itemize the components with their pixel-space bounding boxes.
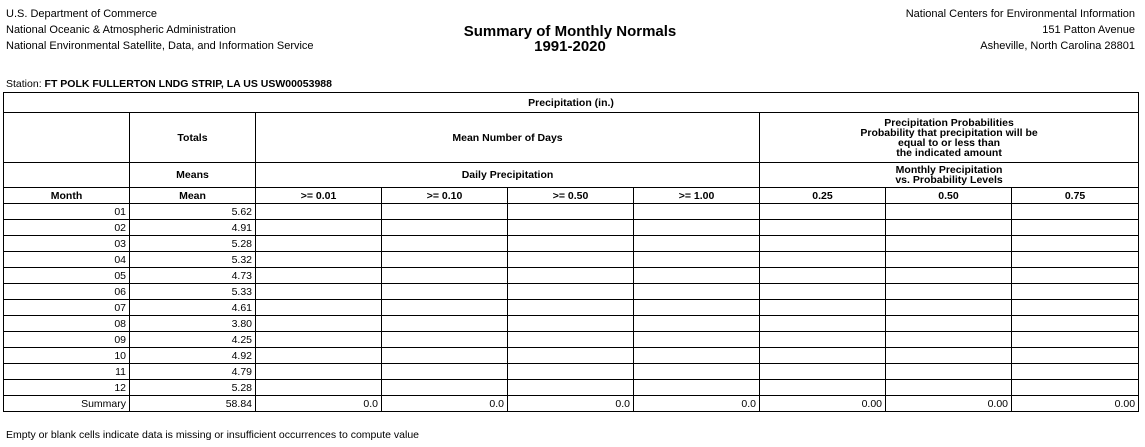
empty-cell [508,300,634,316]
empty-cell [760,220,886,236]
empty-cell [382,380,508,396]
empty-cell [1012,252,1139,268]
empty-cell [760,300,886,316]
mean-cell: 4.25 [130,332,256,348]
month-cell: 07 [4,300,130,316]
month-cell: 05 [4,268,130,284]
empty-cell [886,284,1012,300]
center-address [906,6,1135,54]
empty-cell [256,236,382,252]
table-row [4,316,1139,332]
empty-cell [256,268,382,284]
mean-cell: 4.61 [130,300,256,316]
probabilities-header [760,113,1139,163]
empty-cell [886,268,1012,284]
month-cell: 06 [4,284,130,300]
empty-cell [508,220,634,236]
empty-cell [760,252,886,268]
empty-cell [634,380,760,396]
month-cell: 01 [4,204,130,220]
empty-cell [382,268,508,284]
empty-cell [382,220,508,236]
empty-cell [508,316,634,332]
prob-line-3: equal to or less than [897,136,1001,149]
col-p025: 0.25 [760,188,886,204]
mean-cell: 4.91 [130,220,256,236]
empty-cell [256,348,382,364]
empty-cell [1012,220,1139,236]
monthly-line-2: vs. Probability Levels [895,174,1003,186]
month-cell: 08 [4,316,130,332]
empty-cell [634,236,760,252]
month-cell: 11 [4,364,130,380]
report-title: Summary of Monthly Normals [463,23,677,40]
col-p075: 0.75 [1012,188,1139,204]
data-rows [4,204,1139,396]
empty-cell [382,348,508,364]
mean-cell: 4.79 [130,364,256,380]
empty-cell [1012,364,1139,380]
summary-p025: 0.00 [760,396,886,412]
agency-line-3: National Environmental Satellite, Data, and Information Service [6,40,314,52]
summary-ge-050: 0.0 [508,396,634,412]
empty-cell [256,332,382,348]
empty-cell [886,380,1012,396]
totals-header: Totals [130,113,256,163]
daily-precip-header: Daily Precipitation [256,163,760,188]
empty-cell [760,380,886,396]
agency-line-2: National Oceanic & Atmospheric Administration [6,24,236,36]
empty-cell [256,380,382,396]
station-line [6,78,332,90]
summary-label: Summary [4,396,130,412]
station-label: Station: [6,78,42,90]
empty-cell [886,332,1012,348]
empty-cell [1012,236,1139,252]
col-ge-100: >= 1.00 [634,188,760,204]
empty-cell [382,204,508,220]
empty-cell [508,380,634,396]
empty-cell [382,300,508,316]
mean-cell: 5.32 [130,252,256,268]
empty-cell [508,204,634,220]
empty-cell [256,252,382,268]
table-row [4,284,1139,300]
col-month: Month [4,188,130,204]
empty-cell [256,300,382,316]
empty-cell [1012,284,1139,300]
empty-cell [1012,204,1139,220]
table-row [4,300,1139,316]
empty-cell [634,316,760,332]
section-title: Precipitation (in.) [4,93,1139,113]
empty-cell [1012,380,1139,396]
summary-p050: 0.00 [886,396,1012,412]
empty-cell [382,284,508,300]
empty-cell [382,364,508,380]
mean-cell: 5.33 [130,284,256,300]
prob-line-2: Probability that precipitation will be [860,126,1038,139]
empty-cell [256,316,382,332]
table-row [4,268,1139,284]
col-ge-050: >= 0.50 [508,188,634,204]
col-p050: 0.50 [886,188,1012,204]
month-cell: 04 [4,252,130,268]
prob-line-1: Precipitation Probabilities [884,116,1014,129]
empty-cell [256,284,382,300]
report-period: 1991-2020 [534,38,606,55]
empty-cell [256,220,382,236]
empty-cell [760,332,886,348]
empty-cell [1012,332,1139,348]
empty-cell [634,204,760,220]
month-cell: 12 [4,380,130,396]
empty-cell [760,284,886,300]
means-header: Means [130,163,256,188]
empty-cell [760,364,886,380]
mean-cell: 5.28 [130,380,256,396]
empty-cell [886,300,1012,316]
empty-cell [634,252,760,268]
summary-ge-001: 0.0 [256,396,382,412]
table-row [4,220,1139,236]
empty-cell [886,236,1012,252]
month-cell: 02 [4,220,130,236]
empty-cell [508,268,634,284]
empty-cell [382,316,508,332]
table-row [4,348,1139,364]
col-mean: Mean [130,188,256,204]
empty-cell [382,332,508,348]
empty-cell [634,364,760,380]
col-ge-001: >= 0.01 [256,188,382,204]
mean-days-header: Mean Number of Days [256,113,760,163]
empty-cell [760,204,886,220]
empty-cell [886,204,1012,220]
summary-p075: 0.00 [1012,396,1139,412]
table-row [4,236,1139,252]
empty-cell [1012,316,1139,332]
prob-line-4: the indicated amount [896,146,1002,159]
empty-cell [634,348,760,364]
summary-mean: 58.84 [130,396,256,412]
empty-cell [634,332,760,348]
empty-cell [256,364,382,380]
empty-cell [1012,348,1139,364]
mean-cell: 5.62 [130,204,256,220]
empty-cell [760,268,886,284]
empty-cell [760,236,886,252]
precipitation-table [3,92,1139,412]
col-ge-010: >= 0.10 [382,188,508,204]
empty-cell [760,316,886,332]
empty-cell [1012,268,1139,284]
footnote: Empty or blank cells indicate data is missing or insufficient occurrences to compute value [6,429,420,441]
empty-cell [634,284,760,300]
monthly-precip-header [760,163,1139,188]
table-row [4,204,1139,220]
table-row [4,364,1139,380]
empty-cell [256,204,382,220]
empty-cell [886,316,1012,332]
summary-row [4,396,1139,412]
month-cell: 09 [4,332,130,348]
empty-cell [382,252,508,268]
empty-cell [886,348,1012,364]
table-row [4,332,1139,348]
table-row [4,380,1139,396]
table-row [4,252,1139,268]
empty-cell [1012,300,1139,316]
station-name: FT POLK FULLERTON LNDG STRIP, LA US USW00053988 [44,78,332,90]
empty-cell [508,364,634,380]
empty-cell [508,332,634,348]
summary-ge-100: 0.0 [634,396,760,412]
empty-cell [508,236,634,252]
address-line-1: National Centers for Environmental Information [905,8,1135,20]
empty-cell [508,284,634,300]
mean-cell: 4.73 [130,268,256,284]
empty-cell [634,220,760,236]
empty-cell [760,348,886,364]
blank-header-cell [4,163,130,188]
address-line-3: Asheville, North Carolina 28801 [980,40,1135,52]
month-cell: 10 [4,348,130,364]
empty-cell [886,364,1012,380]
empty-cell [508,252,634,268]
month-cell: 03 [4,236,130,252]
mean-cell: 3.80 [130,316,256,332]
empty-cell [634,300,760,316]
empty-cell [886,252,1012,268]
mean-cell: 5.28 [130,236,256,252]
blank-header-cell [4,113,130,163]
monthly-line-1: Monthly Precipitation [895,164,1003,176]
summary-ge-010: 0.0 [382,396,508,412]
mean-cell: 4.92 [130,348,256,364]
empty-cell [634,268,760,284]
empty-cell [508,348,634,364]
agency-line-1: U.S. Department of Commerce [6,8,157,20]
empty-cell [886,220,1012,236]
empty-cell [382,236,508,252]
address-line-2: 151 Patton Avenue [1042,24,1135,36]
column-header-row [4,188,1139,204]
